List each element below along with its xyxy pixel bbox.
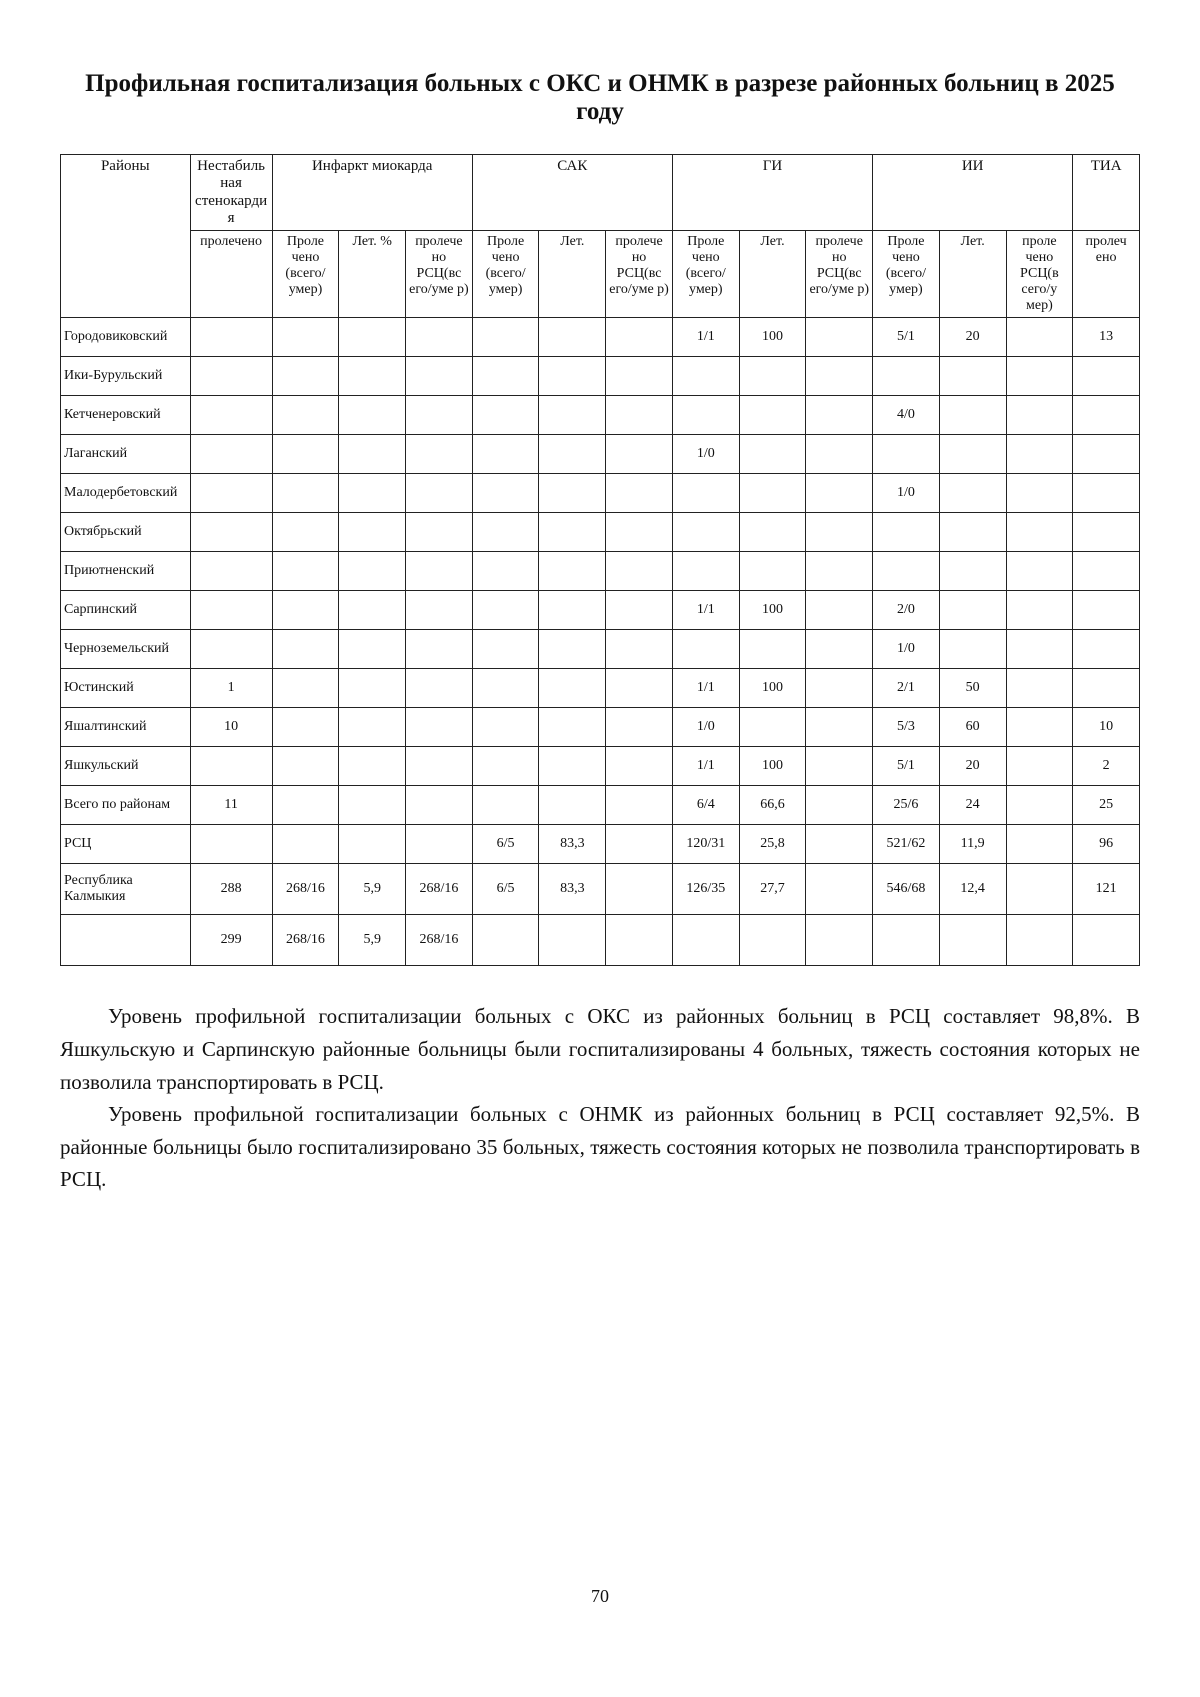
header-tia: ТИА: [1073, 155, 1140, 231]
table-cell: [339, 318, 406, 357]
table-cell: [272, 630, 339, 669]
header-ii: ИИ: [873, 155, 1073, 231]
table-row: [61, 513, 1140, 552]
table-cell: [606, 357, 673, 396]
table-cell: [339, 552, 406, 591]
table-cell: [606, 435, 673, 474]
table-cell: [672, 552, 739, 591]
table-cell: [672, 630, 739, 669]
table-row: [61, 630, 1140, 669]
table-cell: [739, 396, 806, 435]
table-cell: [1073, 915, 1140, 966]
table-cell: [339, 396, 406, 435]
table-cell: [739, 435, 806, 474]
district-cell: [61, 915, 191, 966]
table-cell: [472, 786, 539, 825]
table-cell: [1006, 552, 1073, 591]
table-cell: [606, 669, 673, 708]
table-cell: [1006, 630, 1073, 669]
table-cell: [190, 747, 272, 786]
table-cell: [806, 396, 873, 435]
table-cell: 11: [190, 786, 272, 825]
table-cell: [806, 435, 873, 474]
table-cell: 521/62: [873, 825, 940, 864]
table-cell: [190, 396, 272, 435]
table-cell: [939, 357, 1006, 396]
header-unstable-angina: Нестабильная стенокардия: [190, 155, 272, 231]
table-cell: [472, 591, 539, 630]
table-cell: [406, 357, 473, 396]
district-cell: Малодербетовский: [61, 474, 191, 513]
table-cell: [806, 357, 873, 396]
table-cell: 10: [190, 708, 272, 747]
table-cell: 60: [939, 708, 1006, 747]
table-cell: [1006, 669, 1073, 708]
hospitalization-table: [60, 154, 1140, 966]
table-cell: [606, 864, 673, 915]
table-cell: [190, 318, 272, 357]
table-cell: [406, 318, 473, 357]
paragraph-oks: Уровень профильной госпитализации больных с ОКС из районных больниц в РСЦ составляет 98,8%. В Яшкульскую и Сарпинскую районные больницы были госпитализированы 4 больных, тяжесть состояния которых не позволила транспортировать в РСЦ.: [60, 1004, 1140, 1094]
district-cell: Яшкульский: [61, 747, 191, 786]
table-cell: [806, 474, 873, 513]
table-cell: [739, 552, 806, 591]
table-cell: [339, 669, 406, 708]
district-cell: Октябрьский: [61, 513, 191, 552]
table-cell: [873, 552, 940, 591]
table-cell: [1073, 474, 1140, 513]
table-cell: [672, 513, 739, 552]
table-row: [61, 357, 1140, 396]
table-cell: 5/1: [873, 747, 940, 786]
table-cell: 1/1: [672, 669, 739, 708]
table-cell: [539, 474, 606, 513]
table-cell: [539, 513, 606, 552]
table-cell: [190, 552, 272, 591]
table-cell: [806, 825, 873, 864]
table-cell: [939, 396, 1006, 435]
table-cell: [873, 915, 940, 966]
table-cell: [1073, 357, 1140, 396]
table-cell: [1006, 864, 1073, 915]
table-cell: [339, 474, 406, 513]
table-cell: [539, 552, 606, 591]
table-cell: [190, 357, 272, 396]
table-cell: [539, 708, 606, 747]
table-cell: 268/16: [272, 915, 339, 966]
table-cell: [472, 474, 539, 513]
table-cell: [606, 318, 673, 357]
table-cell: [339, 513, 406, 552]
table-cell: [472, 630, 539, 669]
table-cell: [1006, 357, 1073, 396]
table-cell: [406, 435, 473, 474]
header-gi: ГИ: [672, 155, 872, 231]
table-cell: [1073, 669, 1140, 708]
table-cell: [339, 708, 406, 747]
table-cell: [739, 474, 806, 513]
table-cell: 1/1: [672, 747, 739, 786]
table-cell: [539, 915, 606, 966]
table-cell: [272, 747, 339, 786]
table-cell: 2/1: [873, 669, 940, 708]
table-cell: 268/16: [406, 864, 473, 915]
table-cell: [272, 435, 339, 474]
table-row: [61, 747, 1140, 786]
table-cell: [806, 630, 873, 669]
table-cell: [1006, 825, 1073, 864]
table-cell: [1006, 708, 1073, 747]
table-cell: 5,9: [339, 864, 406, 915]
table-cell: 1/1: [672, 318, 739, 357]
table-cell: [1073, 591, 1140, 630]
table-cell: 1/1: [672, 591, 739, 630]
sub-header-cell: пролече но РСЦ(вс его/уме р): [806, 231, 873, 318]
table-cell: [939, 474, 1006, 513]
sub-header-cell: пролеч ено: [1073, 231, 1140, 318]
table-cell: [406, 825, 473, 864]
district-cell: Черноземельский: [61, 630, 191, 669]
table-cell: [806, 591, 873, 630]
table-cell: [739, 708, 806, 747]
district-cell: Яшалтинский: [61, 708, 191, 747]
table-row: [61, 435, 1140, 474]
table-cell: [873, 435, 940, 474]
table-cell: [539, 357, 606, 396]
table-cell: [190, 591, 272, 630]
table-cell: [1073, 552, 1140, 591]
header-myocardial-infarction: Инфаркт миокарда: [272, 155, 472, 231]
table-cell: [1006, 747, 1073, 786]
table-cell: 50: [939, 669, 1006, 708]
table-cell: [1006, 591, 1073, 630]
table-cell: [806, 915, 873, 966]
table-cell: [606, 630, 673, 669]
table-cell: 6/4: [672, 786, 739, 825]
district-cell: Приютненский: [61, 552, 191, 591]
district-cell: Юстинский: [61, 669, 191, 708]
sub-header-cell: Проле чено (всего/ умер): [873, 231, 940, 318]
table-cell: [739, 513, 806, 552]
district-cell: Ики-Бурульский: [61, 357, 191, 396]
paragraph-onmk: Уровень профильной госпитализации больных с ОНМК из районных больниц в РСЦ составляет 92,5%. В районные больницы было госпитализировано 35 больных, тяжесть состояния которых не позволила транспортировать в РСЦ.: [60, 1102, 1140, 1192]
table-cell: [1073, 435, 1140, 474]
table-row: [61, 825, 1140, 864]
table-cell: 1/0: [873, 630, 940, 669]
table-cell: 1/0: [672, 708, 739, 747]
table-cell: [672, 357, 739, 396]
table-row: [61, 786, 1140, 825]
table-cell: [1006, 474, 1073, 513]
table-cell: [606, 825, 673, 864]
table-cell: 6/5: [472, 864, 539, 915]
table-group-header-row: [61, 155, 1140, 231]
table-cell: 1/0: [672, 435, 739, 474]
table-row: [61, 318, 1140, 357]
table-cell: [406, 513, 473, 552]
table-cell: 100: [739, 318, 806, 357]
table-row: [61, 396, 1140, 435]
table-cell: 20: [939, 318, 1006, 357]
sub-header-cell: Лет. %: [339, 231, 406, 318]
table-cell: 5/1: [873, 318, 940, 357]
table-cell: [190, 825, 272, 864]
table-cell: 126/35: [672, 864, 739, 915]
table-cell: [939, 435, 1006, 474]
table-cell: [339, 825, 406, 864]
table-cell: [739, 357, 806, 396]
table-row: [61, 591, 1140, 630]
table-cell: [406, 591, 473, 630]
table-cell: [406, 786, 473, 825]
table-row: [61, 708, 1140, 747]
table-cell: [190, 630, 272, 669]
table-cell: [939, 630, 1006, 669]
table-cell: [806, 747, 873, 786]
table-cell: [672, 474, 739, 513]
table-row: [61, 915, 1140, 966]
table-cell: [606, 915, 673, 966]
table-cell: [190, 513, 272, 552]
table-body: [61, 318, 1140, 966]
table-cell: [1006, 435, 1073, 474]
table-cell: [472, 396, 539, 435]
table-cell: 25,8: [739, 825, 806, 864]
table-cell: 2: [1073, 747, 1140, 786]
table-cell: [672, 915, 739, 966]
table-cell: 6/5: [472, 825, 539, 864]
table-cell: [272, 708, 339, 747]
table-cell: 100: [739, 747, 806, 786]
table-cell: [806, 513, 873, 552]
table-cell: [1006, 396, 1073, 435]
table-cell: 299: [190, 915, 272, 966]
table-cell: [272, 825, 339, 864]
table-cell: [272, 474, 339, 513]
table-cell: [873, 357, 940, 396]
table-cell: 66,6: [739, 786, 806, 825]
table-cell: [1006, 318, 1073, 357]
district-cell: Кетченеровский: [61, 396, 191, 435]
table-cell: [806, 669, 873, 708]
sub-header-cell: пролече но РСЦ(вс его/уме р): [606, 231, 673, 318]
table-cell: 1/0: [873, 474, 940, 513]
table-cell: [339, 435, 406, 474]
table-cell: [606, 552, 673, 591]
table-cell: 11,9: [939, 825, 1006, 864]
table-cell: 268/16: [272, 864, 339, 915]
table-cell: [190, 435, 272, 474]
table-cell: [406, 630, 473, 669]
body-text: [60, 1000, 1140, 1195]
table-cell: 268/16: [406, 915, 473, 966]
table-cell: 96: [1073, 825, 1140, 864]
table-cell: [539, 396, 606, 435]
page-number: 70: [591, 1586, 609, 1606]
table-cell: 288: [190, 864, 272, 915]
table-cell: 13: [1073, 318, 1140, 357]
sub-header-cell: проле чено РСЦ(в сего/у мер): [1006, 231, 1073, 318]
district-cell: РСЦ: [61, 825, 191, 864]
table-cell: 2/0: [873, 591, 940, 630]
table-cell: [1073, 396, 1140, 435]
table-cell: [472, 552, 539, 591]
table-cell: 24: [939, 786, 1006, 825]
table-cell: [539, 591, 606, 630]
table-cell: [539, 435, 606, 474]
table-cell: [406, 474, 473, 513]
table-cell: 27,7: [739, 864, 806, 915]
table-cell: 25: [1073, 786, 1140, 825]
table-cell: 100: [739, 591, 806, 630]
table-cell: 120/31: [672, 825, 739, 864]
table-cell: 12,4: [939, 864, 1006, 915]
table-cell: [339, 747, 406, 786]
table-cell: [472, 747, 539, 786]
table-cell: [539, 786, 606, 825]
table-sub-header-row: [61, 231, 1140, 318]
table-row: [61, 864, 1140, 915]
table-cell: [939, 552, 1006, 591]
table-cell: 20: [939, 747, 1006, 786]
table-cell: [939, 513, 1006, 552]
table-cell: [539, 669, 606, 708]
table-cell: [472, 513, 539, 552]
sub-header-cell: Проле чено (всего/ умер): [672, 231, 739, 318]
table-cell: [672, 396, 739, 435]
table-cell: [939, 591, 1006, 630]
table-cell: [339, 630, 406, 669]
table-cell: 1: [190, 669, 272, 708]
table-cell: [606, 474, 673, 513]
table-cell: 5/3: [873, 708, 940, 747]
table-cell: [806, 552, 873, 591]
table-cell: [272, 513, 339, 552]
header-districts: Районы: [61, 155, 191, 318]
table-cell: [472, 318, 539, 357]
sub-header-cell: пролече но РСЦ(вс его/уме р): [406, 231, 473, 318]
table-cell: [339, 357, 406, 396]
table-cell: [606, 591, 673, 630]
table-cell: [472, 915, 539, 966]
district-cell: Сарпинский: [61, 591, 191, 630]
table-cell: [739, 915, 806, 966]
table-cell: [939, 915, 1006, 966]
table-cell: [272, 786, 339, 825]
table-cell: [606, 513, 673, 552]
table-cell: [806, 786, 873, 825]
table-cell: [806, 318, 873, 357]
table-cell: [606, 747, 673, 786]
table-cell: [339, 786, 406, 825]
table-cell: [873, 513, 940, 552]
table-cell: 25/6: [873, 786, 940, 825]
table-cell: [406, 552, 473, 591]
table-cell: 546/68: [873, 864, 940, 915]
table-cell: [339, 591, 406, 630]
table-cell: [406, 396, 473, 435]
header-sak: САК: [472, 155, 672, 231]
table-cell: [806, 864, 873, 915]
sub-header-cell: Проле чено (всего/ умер): [472, 231, 539, 318]
table-cell: [472, 357, 539, 396]
table-cell: [1006, 513, 1073, 552]
sub-header-cell: Лет.: [539, 231, 606, 318]
table-cell: 5,9: [339, 915, 406, 966]
table-cell: [406, 669, 473, 708]
table-cell: 10: [1073, 708, 1140, 747]
table-cell: [272, 552, 339, 591]
table-cell: [606, 396, 673, 435]
table-cell: [1073, 630, 1140, 669]
table-cell: 83,3: [539, 825, 606, 864]
table-cell: [606, 786, 673, 825]
table-cell: [1006, 786, 1073, 825]
table-cell: 4/0: [873, 396, 940, 435]
table-cell: [1073, 513, 1140, 552]
table-cell: [539, 318, 606, 357]
sub-header-cell: Лет.: [739, 231, 806, 318]
table-cell: [272, 357, 339, 396]
table-cell: [606, 708, 673, 747]
table-cell: [406, 747, 473, 786]
table-cell: [272, 318, 339, 357]
table-row: [61, 552, 1140, 591]
table-cell: [472, 669, 539, 708]
sub-header-cell: Лет.: [939, 231, 1006, 318]
table-cell: [190, 474, 272, 513]
table-cell: [272, 591, 339, 630]
table-cell: [472, 708, 539, 747]
table-cell: [272, 669, 339, 708]
table-cell: [1006, 915, 1073, 966]
sub-header-cell: пролечено: [190, 231, 272, 318]
table-cell: 83,3: [539, 864, 606, 915]
table-row: [61, 474, 1140, 513]
district-cell: Всего по районам: [61, 786, 191, 825]
table-cell: [806, 708, 873, 747]
table-cell: 121: [1073, 864, 1140, 915]
table-cell: 100: [739, 669, 806, 708]
table-cell: [739, 630, 806, 669]
table-cell: [539, 747, 606, 786]
district-cell: Городовиковский: [61, 318, 191, 357]
sub-header-cell: Проле чено (всего/ умер): [272, 231, 339, 318]
page-title: Профильная госпитализация больных с ОКС и ОНМК в разрезе районных больниц в 2025 году: [85, 70, 1115, 125]
table-cell: [472, 435, 539, 474]
table-cell: [406, 708, 473, 747]
table-row: [61, 669, 1140, 708]
table-cell: [272, 396, 339, 435]
district-cell: Республика Калмыкия: [61, 864, 191, 915]
district-cell: Лаганский: [61, 435, 191, 474]
table-cell: [539, 630, 606, 669]
